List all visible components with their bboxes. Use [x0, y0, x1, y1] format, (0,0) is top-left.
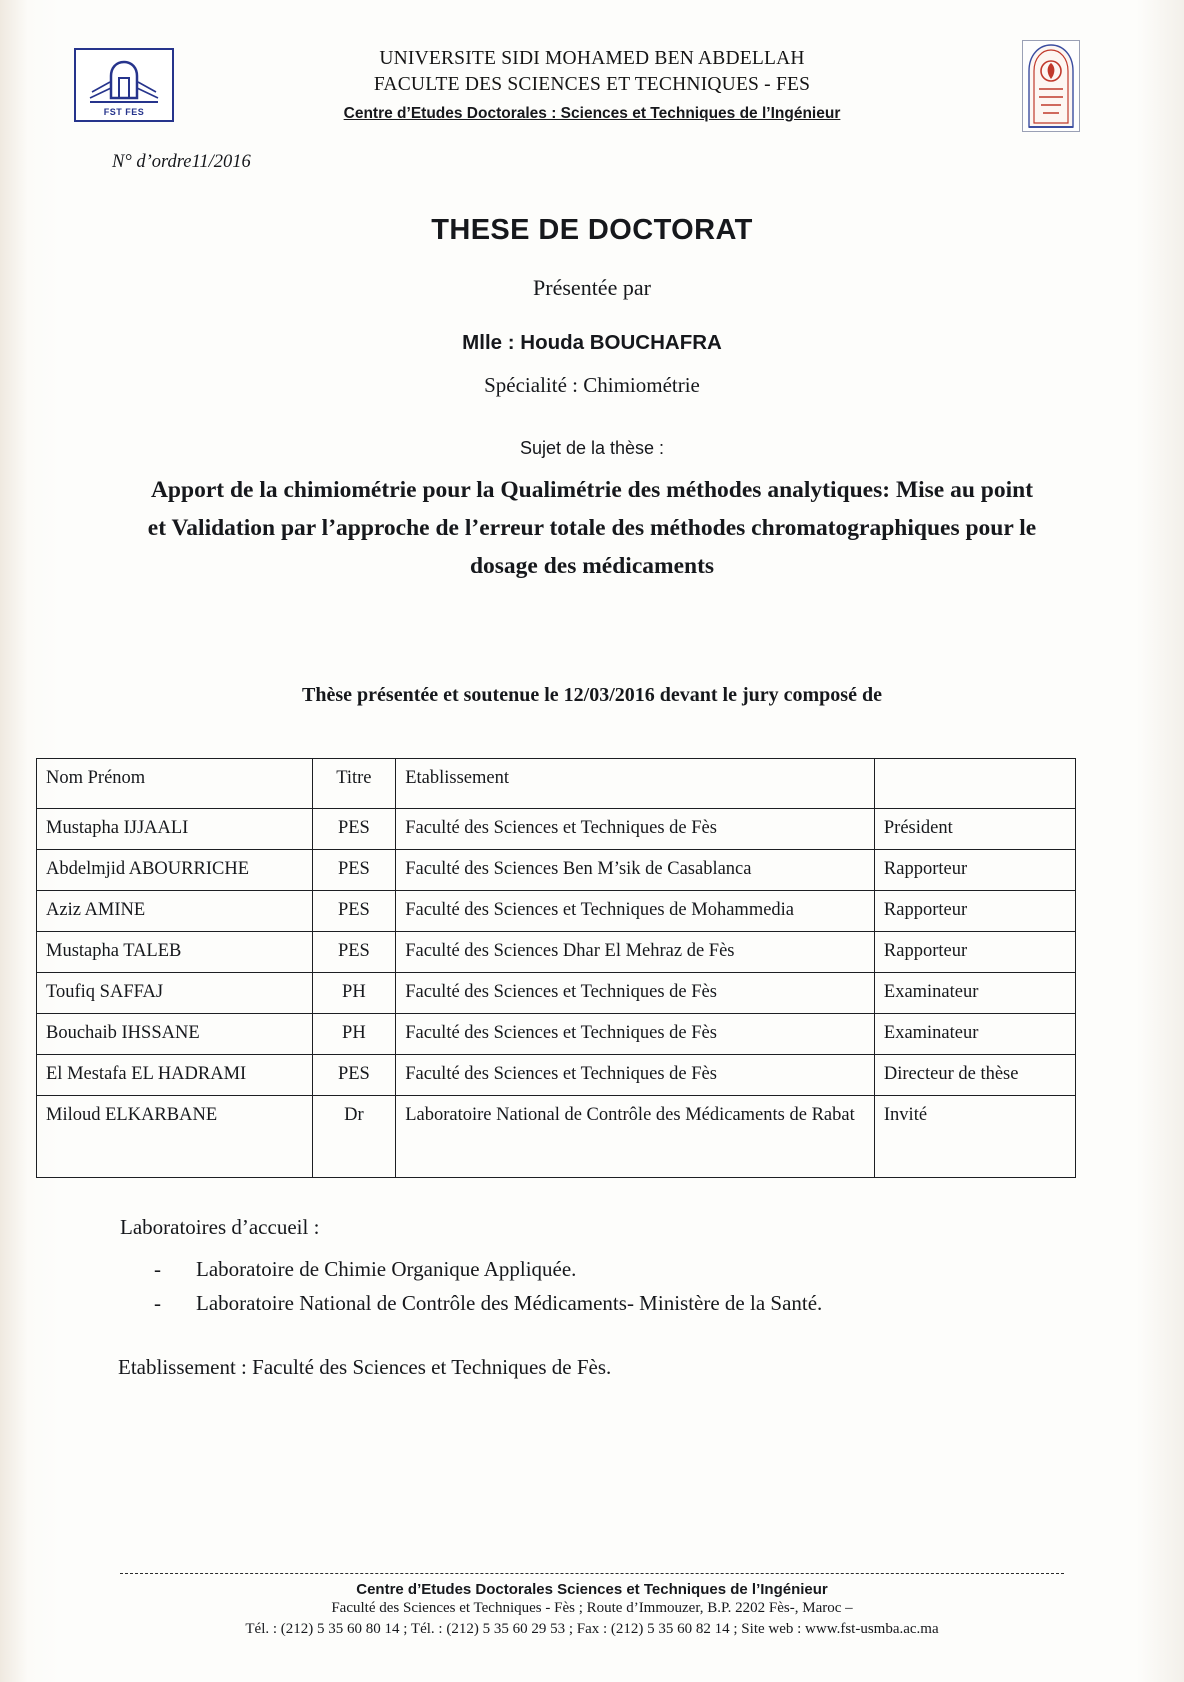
- title-block: [120, 214, 1064, 585]
- establishment-line: Etablissement : Faculté des Sciences et Techniques de Fès.: [118, 1355, 612, 1379]
- list-item: - Laboratoire de Chimie Organique Appliquée.: [154, 1252, 822, 1286]
- cell-establishment: Faculté des Sciences et Techniques de Fès: [396, 1014, 875, 1055]
- page-title: THESE DE DOCTORAT: [431, 214, 753, 246]
- cell-role: Examinateur: [874, 1014, 1075, 1055]
- cell-establishment: Faculté des Sciences et Techniques de Mohammedia: [396, 891, 875, 932]
- table-header-row: [37, 759, 1076, 809]
- cell-name: Mustapha TALEB: [37, 932, 313, 973]
- cell-establishment: Faculté des Sciences Dhar El Mehraz de Fès: [396, 932, 875, 973]
- cell-role: Président: [874, 809, 1075, 850]
- header-institution-text: [200, 46, 984, 123]
- host-laboratories: [120, 1215, 822, 1320]
- cell-name: Bouchaib IHSSANE: [37, 1014, 313, 1055]
- cell-establishment: Faculté des Sciences et Techniques de Fès: [396, 809, 875, 850]
- cell-name: Abdelmjid ABOURRICHE: [37, 850, 313, 891]
- cell-role: Rapporteur: [874, 932, 1075, 973]
- footer-center-name: Centre d’Etudes Doctorales Sciences et Techniques de l’Ingénieur: [356, 1581, 828, 1598]
- table-row: [37, 850, 1076, 891]
- list-item: - Laboratoire National de Contrôle des Médicaments- Ministère de la Santé.: [154, 1286, 822, 1320]
- cell-title: PH: [312, 1014, 396, 1055]
- cell-name: El Mestafa EL HADRAMI: [37, 1055, 313, 1096]
- cell-title: Dr: [312, 1096, 396, 1178]
- order-number: N° d’ordre11/2016: [112, 152, 251, 172]
- subject-label: Sujet de la thèse :: [519, 438, 665, 458]
- cell-title: PES: [312, 809, 396, 850]
- defense-line: Thèse présentée et soutenue le 12/03/2016 devant le jury composé de: [302, 684, 882, 706]
- document-header: [0, 34, 1184, 134]
- fst-fes-logo: [74, 48, 174, 122]
- cell-name: Aziz AMINE: [37, 891, 313, 932]
- cell-title: PES: [312, 932, 396, 973]
- footer-address: Faculté des Sciences et Techniques - Fès ; Route d’Immouzer, B.P. 2202 Fès-, Maroc –: [331, 1600, 853, 1616]
- cell-name: Miloud ELKARBANE: [37, 1096, 313, 1178]
- cell-establishment: Faculté des Sciences et Techniques de Fès: [396, 1055, 875, 1096]
- cell-title: PH: [312, 973, 396, 1014]
- cell-establishment: Faculté des Sciences Ben M’sik de Casablanca: [396, 850, 875, 891]
- cell-role: Rapporteur: [874, 891, 1075, 932]
- footer-contacts: Tél. : (212) 5 35 60 80 14 ; Tél. : (212) 5 35 60 29 53 ; Fax : (212) 5 35 60 82 14 ; Site web : www.fst-usmba.ac.ma: [245, 1621, 939, 1637]
- table-row: [37, 1096, 1076, 1178]
- column-header-name: Nom Prénom: [37, 759, 313, 809]
- cell-role: Examinateur: [874, 973, 1075, 1014]
- column-header-establishment: Etablissement: [396, 759, 875, 809]
- thesis-subject: Apport de la chimiométrie pour la Qualimétrie des méthodes analytiques: Mise au point et Validation par l’approche de l’erreur totale des méthodes chromatographiques pour le dosage des médicaments: [147, 477, 1037, 579]
- table-row: [37, 891, 1076, 932]
- cell-role: Directeur de thèse: [874, 1055, 1075, 1096]
- column-header-role: [874, 759, 1075, 809]
- document-footer: [120, 1573, 1064, 1640]
- university-seal-logo: [1022, 40, 1080, 132]
- cell-name: Toufiq SAFFAJ: [37, 973, 313, 1014]
- column-header-title: Titre: [312, 759, 396, 809]
- cell-title: PES: [312, 891, 396, 932]
- header-line-university: UNIVERSITE SIDI MOHAMED BEN ABDELLAH: [379, 48, 805, 69]
- header-line-doctoral-center: Centre d’Etudes Doctorales : Sciences et Techniques de l’Ingénieur: [343, 105, 841, 122]
- header-line-faculty: FACULTE DES SCIENCES ET TECHNIQUES - FES: [373, 74, 811, 95]
- jury-table: [36, 758, 1076, 1178]
- author-name: Mlle : Houda BOUCHAFRA: [462, 331, 722, 354]
- footer-divider: [120, 1573, 1064, 1574]
- arch-icon: [88, 58, 160, 108]
- cell-role: Invité: [874, 1096, 1075, 1178]
- table-row: [37, 973, 1076, 1014]
- cell-title: PES: [312, 850, 396, 891]
- fst-fes-logo-caption: FST FES: [103, 107, 145, 117]
- host-laboratories-title: Laboratoires d’accueil :: [120, 1215, 320, 1239]
- table-row: [37, 1055, 1076, 1096]
- table-row: [37, 932, 1076, 973]
- cell-role: Rapporteur: [874, 850, 1075, 891]
- speciality-line: Spécialité : Chimiométrie: [484, 373, 700, 397]
- presented-by-label: Présentée par: [533, 275, 651, 300]
- cell-establishment: Laboratoire National de Contrôle des Médicaments de Rabat: [396, 1096, 875, 1178]
- table-row: [37, 1014, 1076, 1055]
- seal-icon: [1023, 41, 1079, 131]
- cell-establishment: Faculté des Sciences et Techniques de Fès: [396, 973, 875, 1014]
- cell-title: PES: [312, 1055, 396, 1096]
- cell-name: Mustapha IJJAALI: [37, 809, 313, 850]
- table-row: [37, 809, 1076, 850]
- host-laboratories-list: [120, 1252, 822, 1320]
